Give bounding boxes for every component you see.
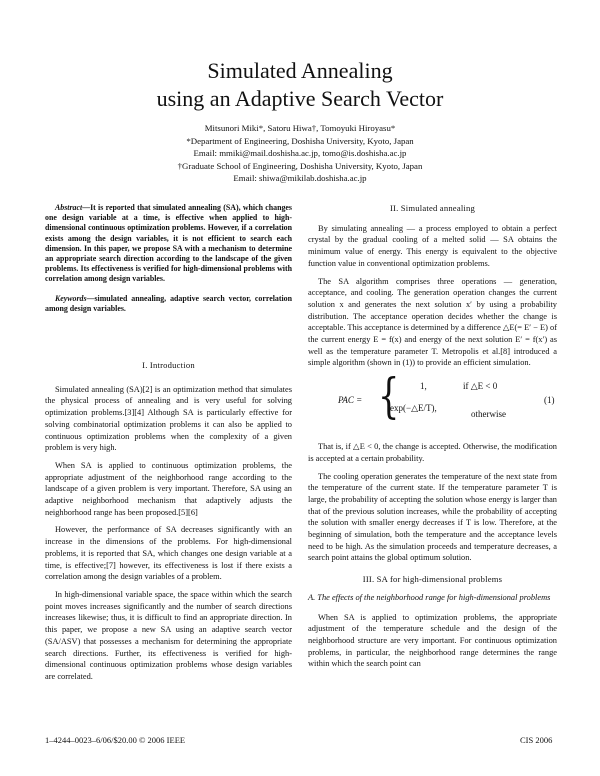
- intro-paragraph-3: However, the performance of SA decreases significantly with an increase in the dimensions of the problems. For high-dimensional problems, it is reported that SA, which changes one design variable at a time, is effective;[7] however, its effectiveness is lost if there exists a correlation among the design variables of a problem.: [45, 525, 292, 582]
- subsection-heading-neighborhood: A. The effects of the neighborhood range for high-dimensional problems: [308, 592, 551, 602]
- author-block: [0, 122, 600, 185]
- abstract: [45, 203, 292, 285]
- section-heading-introduction: I. Introduction: [142, 360, 195, 371]
- equation-number: (1): [544, 395, 555, 406]
- sa-paragraph-2: The SA algorithm comprises three operations — generation, acceptance, and cooling. The generation operation changes the current solution x and generates the next solution x′ by using a probability distribution. The acceptance operation decides whether the change is acceptable. This acceptance is determined by a difference △E(= E′ − E) of the current energy E = f(x) and energy of the next solution E′ = f(x′) as well as the temperature parameter T. Metropolis et al.[8] introduced a simple algorithm (shown in (1)) to provide an efficient simulation.: [308, 276, 557, 368]
- left-column: [45, 203, 292, 683]
- right-column: [308, 203, 557, 670]
- keywords-text: —simulated annealing, adaptive search vector, correlation among design variables.: [45, 293, 292, 313]
- section-heading-high-dimensional: III. SA for high-dimensional problems: [362, 574, 503, 585]
- email-1: Email: mmiki@mail.doshisha.ac.jp, tomo@is.doshisha.ac.jp: [193, 148, 407, 159]
- sa-paragraph-4: The cooling operation generates the temperature of the next state from the temperature of the current state. If the temperature parameter T is large, the probability of accepting the solution whose energy is larger than that of the previous solution increases, while the probability of accepting the solution with smaller energy decreases if T is low. Therefore, at the beginning of simulation, both the temperature and the acceptance levels need to be high. As the simulation proceeds and temperature decreases, a search point attains the global optimum solution.: [308, 471, 557, 563]
- affiliation-2: †Graduate School of Engineering, Doshisha University, Kyoto, Japan: [177, 160, 423, 171]
- intro-paragraph-4: In high-dimensional variable space, the space within which the search point moves increases significantly and the number of search directions increases likewise; thus, it is difficult to find an appropriate direction. In this paper, we propose a new SA using an adaptive search vector (SA/ASV) that possesses a mechanism for determining the appropriate search directions. Further, its effectiveness is verified for high-dimensional continuous optimization problems whose design variables are correlated.: [45, 589, 292, 681]
- equation-lhs: PAC =: [338, 395, 363, 406]
- affiliation-1: *Department of Engineering, Doshisha University, Kyoto, Japan: [186, 135, 414, 146]
- sa-paragraph-1: By simulating annealing — a process employed to obtain a perfect crystal by the gradual cooling of a melted solid — SA obtains the minimum value of energy. This energy is equivalent to the objective function value in conventional optimization problems.: [308, 223, 557, 268]
- equation-case-2-condition: otherwise: [471, 409, 506, 420]
- equation-case-1-value: 1,: [420, 381, 427, 392]
- equation-case-2-value: exp(−△E/T),: [390, 403, 437, 414]
- paper-title: [0, 57, 600, 113]
- high-dim-paragraph-1: When SA is applied to optimization problems, the appropriate adjustment of the temperature schedule and the design of the neighborhood structure are very important. For continuous optimization problems, in particular, the neighborhood range determines the range within which the search point can: [308, 612, 557, 669]
- sa-paragraph-3: That is, if △E < 0, the change is accepted. Otherwise, the modification is accepted at a certain probability.: [308, 442, 557, 463]
- footer-conference: CIS 2006: [520, 735, 553, 745]
- intro-paragraph-1: Simulated annealing (SA)[2] is an optimization method that simulates the physical process of annealing and is very useful for solving optimization problems.[3][4] Although SA is particularly effective for solving combinatorial optimization problems it can also be applied to continuous optimization problems when the complexity of a given problem is very high.: [45, 384, 292, 453]
- equation-1: [308, 368, 557, 433]
- keywords: [45, 294, 292, 314]
- title-line-2: using an Adaptive Search Vector: [156, 86, 444, 111]
- intro-paragraph-2: When SA is applied to continuous optimization problems, the appropriate adjustment of the neighborhood range according to the landscape of a given problem is very important. Therefore, SA using an adaptive neighborhood mechanism that adaptively adjusts the neighborhood range has been proposed.[5][6]: [45, 460, 292, 517]
- equation-case-1-condition: if △E < 0: [463, 381, 498, 392]
- footer-copyright: 1–4244–0023–6/06/$20.00 © 2006 IEEE: [45, 735, 186, 745]
- keywords-label: Keywords: [55, 293, 87, 303]
- email-2: Email: shiwa@mikilab.doshisha.ac.jp: [233, 173, 367, 184]
- abstract-label: Abstract: [55, 203, 83, 212]
- section-heading-simulated-annealing: II. Simulated annealing: [389, 203, 476, 213]
- title-line-1: Simulated Annealing: [207, 58, 393, 83]
- abstract-text: —It is reported that simulated annealing (SA), which changes one design variable at a time, is effective when applied to high-dimensional continuous optimization problems. However, if a correlation exists among the design variables, it is not efficient to search each dimension. In this paper, we propose SA with a mechanism to determine an appropriate search direction according to the landscape of the given problems. Its effectiveness is verified for high-dimensional problems with correlation among design variables.: [45, 203, 292, 284]
- equation-brace: {: [378, 368, 400, 425]
- author-names: Mitsunori Miki*, Satoru Hiwa†, Tomoyuki Hiroyasu*: [204, 123, 396, 133]
